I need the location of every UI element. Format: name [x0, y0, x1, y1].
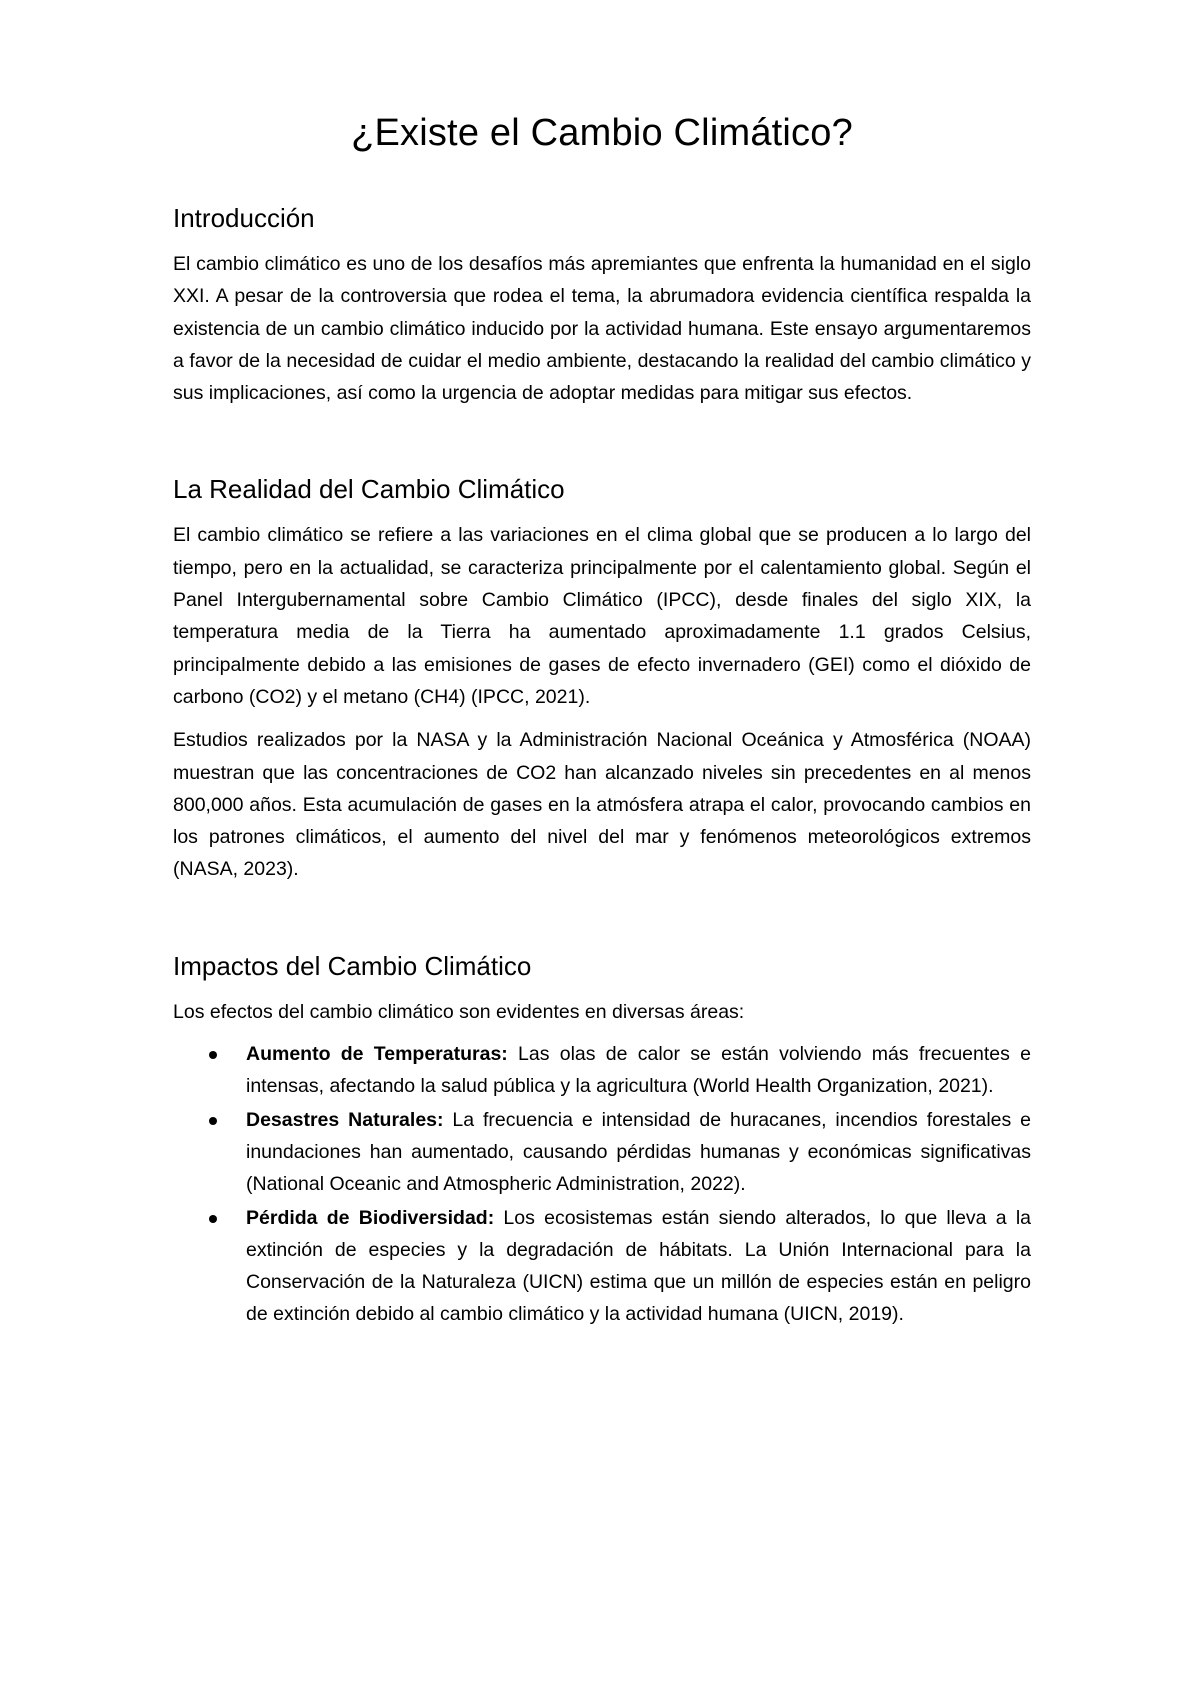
list-item	[173, 1038, 1031, 1103]
impact-list	[173, 1038, 1031, 1331]
bullet-icon	[209, 1215, 217, 1223]
section-impactos	[173, 950, 1031, 1331]
item-term: Aumento de Temperaturas:	[246, 1043, 508, 1066]
section-heading: Introducción	[173, 203, 315, 233]
section-introduccion	[173, 202, 1031, 409]
bullet-icon	[209, 1051, 217, 1059]
document-title: ¿Existe el Cambio Climático?	[351, 112, 853, 154]
paragraph: El cambio climático se refiere a las variaciones en el clima global que se producen a lo largo del tiempo, pero en la actualidad, se caracteriza principalmente por el calentamiento global. Según el Panel Intergubernamental sobre Cambio Climático (IPCC), desde finales del siglo XIX, la temperatura media de la Tierra ha aumentado aproximadamente 1.1 grados Celsius, principalmente debido a las emisiones de gases de efecto invernadero (GEI) como el dióxido de carbono (CO2) y el metano (CH4) (IPCC, 2021).	[173, 524, 1031, 708]
paragraph: Estudios realizados por la NASA y la Administración Nacional Oceánica y Atmosférica (NOAA) muestran que las concentraciones de CO2 han alcanzado niveles sin precedentes en al menos 800,000 años. Esta acumulación de gases en la atmósfera atrapa el calor, provocando cambios en los patrones climáticos, el aumento del nivel del mar y fenómenos meteorológicos extremos (NASA, 2023).	[173, 729, 1031, 881]
item-text: Los ecosistemas están siendo alterados, lo que lleva a la extinción de especies y la degradación de hábitats. La Unión Internacional para la Conservación de la Naturaleza (UICN) estima que un millón de especies están en peligro de extinción debido al cambio climático y la actividad humana (UICN, 2019).	[246, 1206, 1031, 1326]
section-realidad	[173, 473, 1031, 885]
section-heading: Impactos del Cambio Climático	[173, 950, 532, 981]
paragraph: Los efectos del cambio climático son evidentes en diversas áreas:	[173, 1000, 745, 1023]
item-term: Desastres Naturales:	[246, 1108, 444, 1131]
bullet-icon	[209, 1117, 217, 1125]
item-text: La frecuencia e intensidad de huracanes, incendios forestales e inundaciones han aumentado, causando pérdidas humanas y económicas significativas (National Oceanic and Atmospheric Administration, 2022).	[246, 1108, 1031, 1196]
list-item	[173, 1202, 1031, 1331]
item-term: Pérdida de Biodiversidad:	[246, 1206, 495, 1229]
section-heading: La Realidad del Cambio Climático	[173, 474, 565, 505]
list-item	[173, 1104, 1031, 1201]
paragraph: El cambio climático es uno de los desafíos más apremiantes que enfrenta la humanidad en el siglo XXI. A pesar de la controversia que rodea el tema, la abrumadora evidencia científica respalda la existencia de un cambio climático inducido por la actividad humana. Este ensayo argumentaremos a favor de la necesidad de cuidar el medio ambiente, destacando la realidad del cambio climático y sus implicaciones, así como la urgencia de adoptar medidas para mitigar sus efectos.	[173, 253, 1031, 405]
item-text: Las olas de calor se están volviendo más frecuentes e intensas, afectando la salud pública y la agricultura (World Health Organization, 2021).	[246, 1043, 1031, 1098]
document-page	[173, 110, 1031, 1332]
